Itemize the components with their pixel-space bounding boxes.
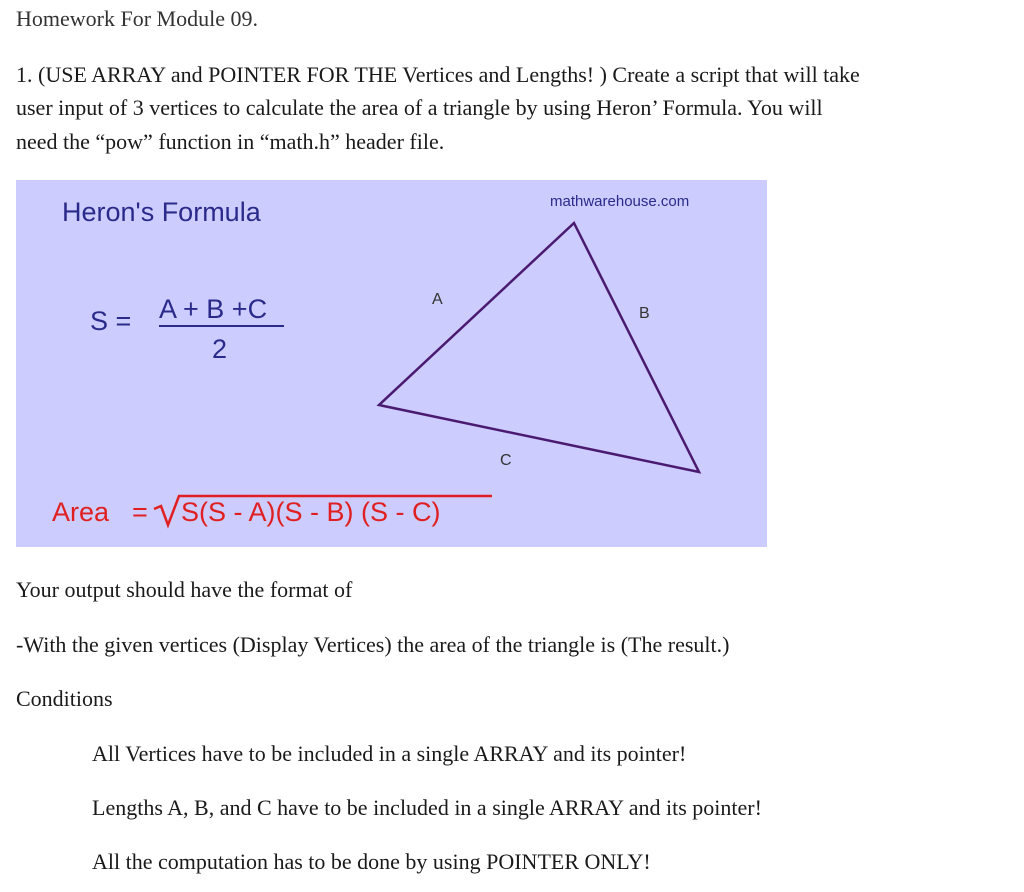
conditions-heading: Conditions [16, 686, 113, 711]
s-numerator: A + B +C [159, 294, 268, 324]
question-line-3: need the “pow” function in “math.h” header file. [16, 129, 445, 154]
question-line-2: user input of 3 vertices to calculate the area of a triangle by using Heron’ Formula. You will [16, 95, 823, 120]
side-label-b: B [639, 305, 650, 322]
herons-formula-svg [16, 180, 767, 547]
condition-item-3: All the computation has to be done by using POINTER ONLY! [92, 849, 651, 874]
output-format: -With the given vertices (Display Vertices) the area of the triangle is (The result.) [16, 632, 730, 657]
question-line-1: 1. (USE ARRAY and POINTER FOR THE Vertices and Lengths! ) Create a script that will take [16, 62, 860, 87]
s-label: S = [90, 306, 132, 336]
condition-item-2: Lengths A, B, and C have to be included in a single ARRAY and its pointer! [92, 795, 762, 820]
output-intro: Your output should have the format of [16, 577, 353, 602]
area-label: Area [52, 497, 110, 527]
area-expression: S(S - A)(S - B) (S - C) [181, 497, 441, 527]
figure-background [16, 180, 767, 547]
figure-title: Heron's Formula [62, 197, 261, 227]
source-label: mathwarehouse.com [550, 193, 690, 210]
condition-item-1: All Vertices have to be included in a single ARRAY and its pointer! [92, 741, 687, 766]
page-title: Homework For Module 09. [16, 6, 258, 31]
s-denominator: 2 [212, 334, 228, 364]
side-label-c: C [500, 452, 512, 469]
area-equals: = [132, 497, 148, 527]
herons-formula-figure [16, 180, 767, 547]
side-label-a: A [432, 291, 443, 308]
